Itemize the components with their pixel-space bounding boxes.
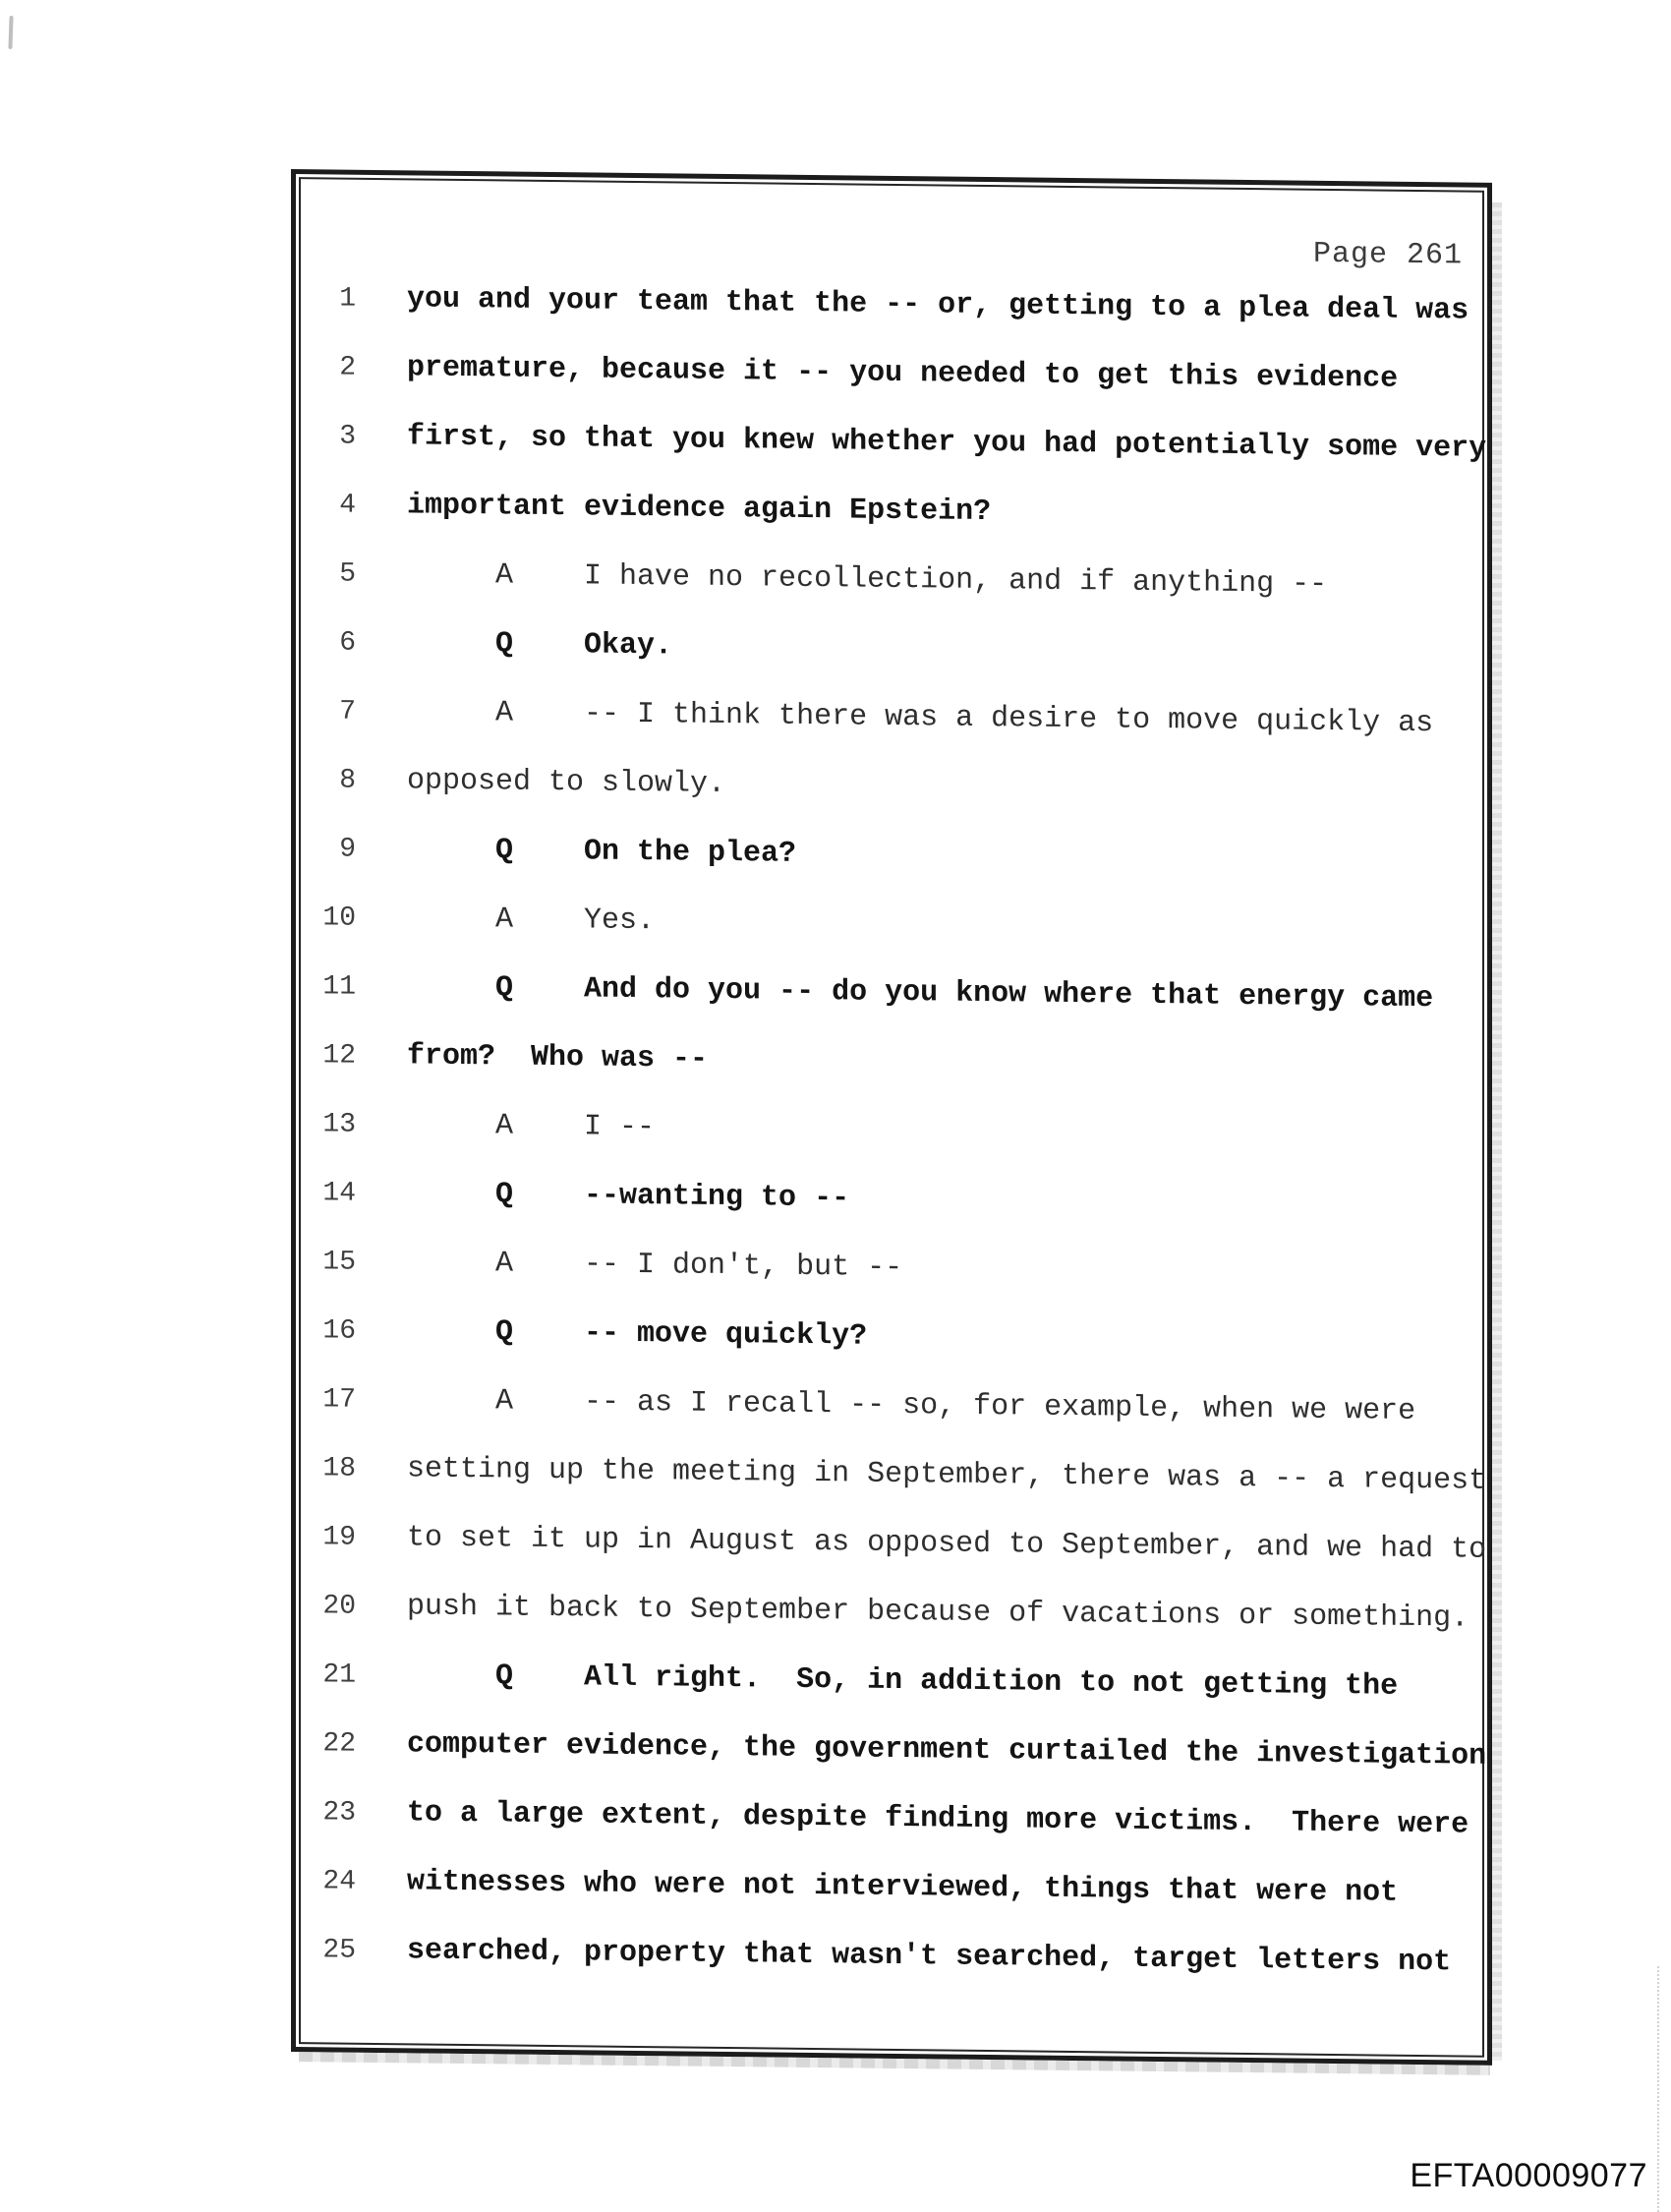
line-number: 22 — [322, 1727, 356, 1760]
line-number: 3 — [339, 421, 356, 452]
line-number: 20 — [322, 1590, 356, 1622]
line-text: Q On the plea? — [407, 833, 797, 871]
line-number: 15 — [322, 1246, 356, 1278]
line-number: 23 — [322, 1796, 356, 1829]
line-number: 12 — [322, 1039, 356, 1072]
line-text: A Yes. — [407, 902, 656, 939]
line-number: 19 — [322, 1521, 356, 1553]
line-number: 6 — [339, 627, 356, 659]
line-text: computer evidence, the government curtailed the investigation — [407, 1727, 1487, 1774]
line-number: 10 — [322, 902, 356, 934]
line-text: A -- I think there was a desire to move quickly as — [407, 695, 1434, 741]
line-number: 8 — [339, 765, 356, 796]
line-text: Q And do you -- do you know where that energy came — [407, 970, 1434, 1017]
line-number: 25 — [322, 1934, 356, 1966]
line-text: from? Who was -- — [407, 1039, 709, 1077]
line-text: searched, property that wasn't searched, target letters not — [407, 1934, 1452, 1980]
line-text: push it back to September because of vacations or something. — [407, 1590, 1469, 1636]
transcript-line — [291, 1915, 1480, 1998]
line-text: A -- as I recall -- so, for example, when we were — [407, 1383, 1416, 1428]
line-text: to set it up in August as opposed to September, and we had to — [407, 1521, 1487, 1567]
line-number: 13 — [322, 1108, 356, 1140]
line-text: Q --wanting to -- — [407, 1177, 850, 1216]
line-text: Q -- move quickly? — [407, 1314, 868, 1354]
line-text: A I have no recollection, and if anything -- — [407, 557, 1328, 602]
line-number: 18 — [322, 1452, 356, 1484]
line-number: 2 — [339, 352, 356, 383]
line-text: to a large extent, despite finding more victims. There were — [407, 1796, 1469, 1842]
line-number: 17 — [322, 1383, 356, 1416]
line-text: A I -- — [407, 1108, 656, 1145]
line-text: premature, because it -- you needed to get this evidence — [407, 351, 1399, 396]
scan-artifact-line — [1657, 1966, 1659, 2212]
line-number: 4 — [339, 490, 356, 521]
page-number: Page 261 — [1312, 237, 1463, 273]
line-text: you and your team that the -- or, getting to a plea deal was — [407, 282, 1469, 328]
line-number: 11 — [322, 970, 356, 1003]
line-number: 5 — [339, 558, 356, 590]
line-text: Q Okay. — [407, 626, 673, 664]
line-text: opposed to slowly. — [407, 764, 726, 802]
bates-number: EFTA00009077 — [1410, 2157, 1647, 2194]
scan-shadow-right — [1492, 203, 1502, 2061]
line-number: 21 — [322, 1659, 356, 1691]
line-text: A -- I don't, but -- — [407, 1246, 903, 1286]
scan-shadow-bottom — [299, 2052, 1490, 2075]
line-text: important evidence again Epstein? — [407, 489, 992, 530]
line-text: setting up the meeting in September, there was a -- a request — [407, 1452, 1487, 1498]
line-text: witnesses who were not interviewed, things that were not — [407, 1865, 1399, 1910]
transcript-lines — [291, 263, 1487, 1998]
line-number: 1 — [339, 283, 356, 315]
line-text: first, so that you knew whether you had potentially some very — [407, 420, 1487, 466]
line-number: 9 — [339, 834, 356, 865]
scan-artifact-mark — [8, 16, 13, 49]
line-number: 7 — [339, 696, 356, 728]
transcript-page — [291, 169, 1492, 2066]
line-number: 16 — [322, 1314, 356, 1347]
line-number: 14 — [322, 1177, 356, 1209]
line-number: 24 — [322, 1865, 356, 1897]
line-text: Q All right. So, in addition to not getting the — [407, 1659, 1399, 1704]
